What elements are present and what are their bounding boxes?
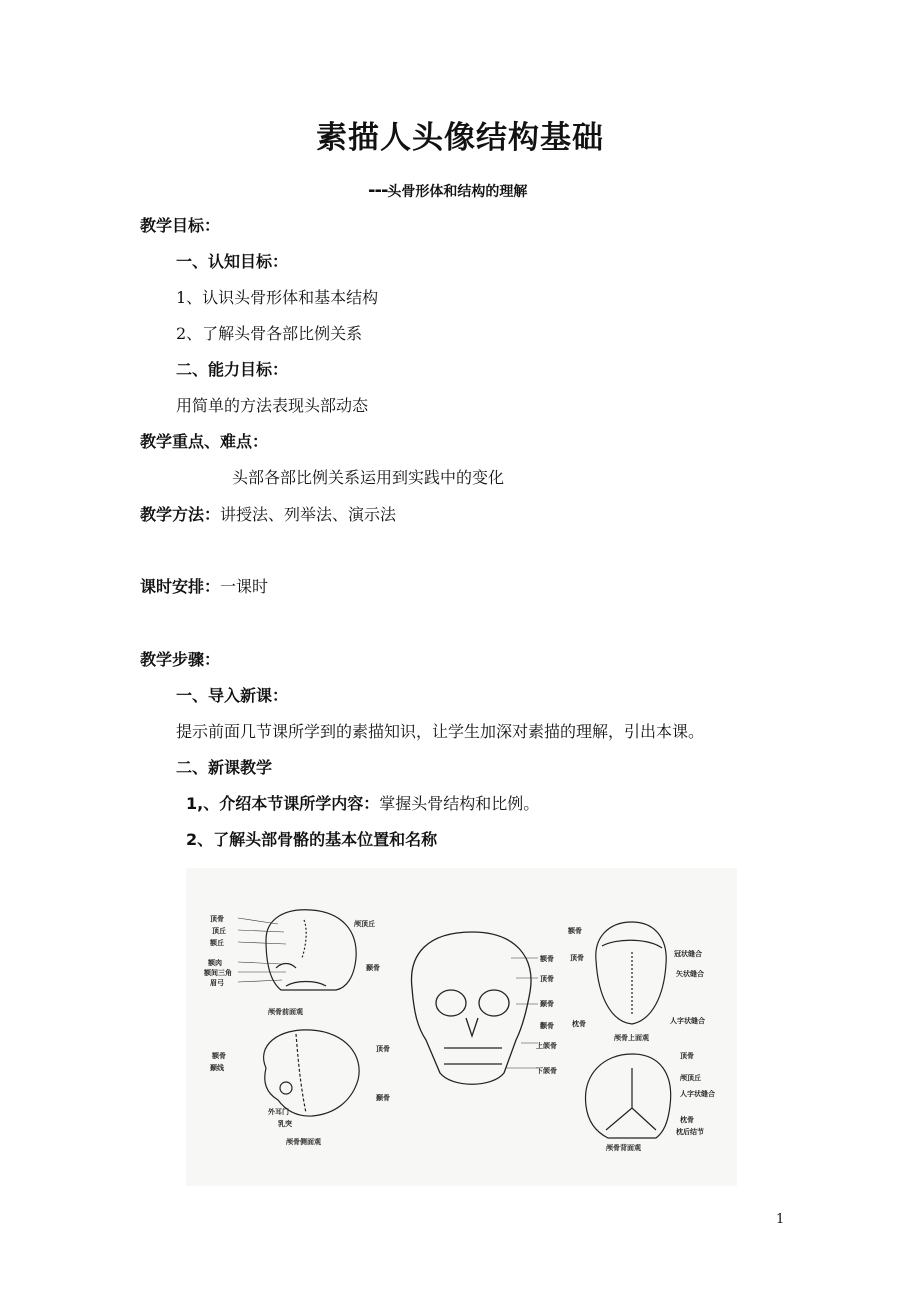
back-label-0: 顶骨	[680, 1052, 694, 1060]
new-lesson-heading: 二、新课教学	[176, 758, 273, 777]
cognitive-heading: 一、认知目标：	[176, 252, 289, 271]
center-label-0: 额骨	[540, 955, 554, 963]
document-subtitle	[368, 180, 527, 201]
side-bottom-label-1: 乳突	[278, 1120, 292, 1128]
subtitle-text: 头骨形体和结构的理解	[387, 184, 528, 200]
top-label-0: 额骨	[568, 927, 582, 935]
steps-heading: 教学步骤：	[140, 650, 221, 669]
center-label-4: 上颌骨	[536, 1042, 557, 1050]
back-label-2: 人字状缝合	[680, 1090, 715, 1098]
top-right-label-1: 矢状缝合	[676, 970, 704, 978]
side-left-label-0: 额骨	[212, 1052, 226, 1060]
top-label-2: 枕骨	[572, 1020, 586, 1028]
front-caption: 颅骨前面观	[268, 1008, 303, 1016]
front-label-0: 顶骨	[210, 915, 224, 923]
front-label-5: 眉弓	[210, 979, 224, 987]
methods-text: 讲授法、列举法、演示法	[220, 505, 397, 524]
front-label-3: 额肉	[208, 959, 222, 967]
item-1-label: 1,、介绍本节课所学内容：	[186, 794, 380, 813]
schedule-heading: 课时安排：	[140, 577, 221, 596]
top-caption: 颅骨上面观	[614, 1034, 649, 1042]
cognitive-item-2: 2、了解头骨各部比例关系	[176, 324, 363, 343]
schedule-line	[140, 577, 268, 597]
intro-text: 提示前面几节课所学到的素描知识，让学生加深对素描的理解，引出本课。	[176, 722, 705, 741]
back-view-labels	[605, 1051, 715, 1152]
item-1-line	[186, 794, 539, 814]
methods-line	[140, 505, 396, 525]
side-caption: 颅骨侧面观	[286, 1138, 321, 1146]
top-view-labels	[567, 926, 705, 1042]
ability-heading: 二、能力目标：	[176, 360, 289, 379]
side-view-labels	[209, 1044, 390, 1146]
schedule-text: 一课时	[220, 577, 269, 596]
center-view-labels	[536, 954, 557, 1075]
ability-text: 用简单的方法表现头部动态	[176, 396, 369, 415]
side-right-label-1: 颞骨	[376, 1094, 390, 1102]
front-right-label-1: 颞骨	[366, 964, 380, 972]
front-label-4: 额间三角	[204, 969, 232, 977]
back-label-1: 颅顶丘	[680, 1074, 701, 1082]
top-right-label-2: 人字状缝合	[670, 1017, 705, 1025]
key-points-heading: 教学重点、难点：	[140, 432, 269, 451]
front-label-1: 顶丘	[212, 927, 226, 935]
objectives-heading: 教学目标：	[140, 216, 221, 235]
center-label-1: 顶骨	[540, 975, 554, 983]
cognitive-item-1: 1、认识头骨形体和基本结构	[176, 288, 379, 307]
center-label-5: 下颌骨	[536, 1067, 557, 1075]
skull-diagram-figure	[186, 868, 737, 1186]
subtitle-dashes: ---	[368, 180, 388, 201]
top-right-label-0: 冠状缝合	[674, 950, 702, 958]
key-points-text: 头部各部比例关系运用到实践中的变化	[232, 468, 505, 487]
side-left-label-1: 颞线	[210, 1064, 224, 1072]
item-1-text: 掌握头骨结构和比例。	[379, 794, 540, 813]
back-caption: 颅骨背面观	[606, 1144, 641, 1152]
page-number: 1	[776, 1212, 785, 1227]
top-label-1: 顶骨	[570, 954, 584, 962]
front-right-label-0: 颅顶丘	[354, 920, 375, 928]
document-title: 素描人头像结构基础	[316, 120, 604, 156]
item-2-heading: 2、了解头部骨骼的基本位置和名称	[186, 830, 438, 849]
intro-heading: 一、导入新课：	[176, 686, 289, 705]
methods-heading: 教学方法：	[140, 505, 221, 524]
back-label-4: 枕后结节	[676, 1128, 704, 1136]
side-right-label-0: 顶骨	[376, 1045, 390, 1053]
side-bottom-label-0: 外耳门	[268, 1108, 289, 1116]
center-label-2: 颞骨	[540, 1000, 554, 1008]
back-label-3: 枕骨	[680, 1116, 694, 1124]
skull-diagram	[186, 868, 737, 1186]
center-label-3: 颧骨	[540, 1022, 554, 1030]
front-label-2: 额丘	[210, 939, 224, 947]
